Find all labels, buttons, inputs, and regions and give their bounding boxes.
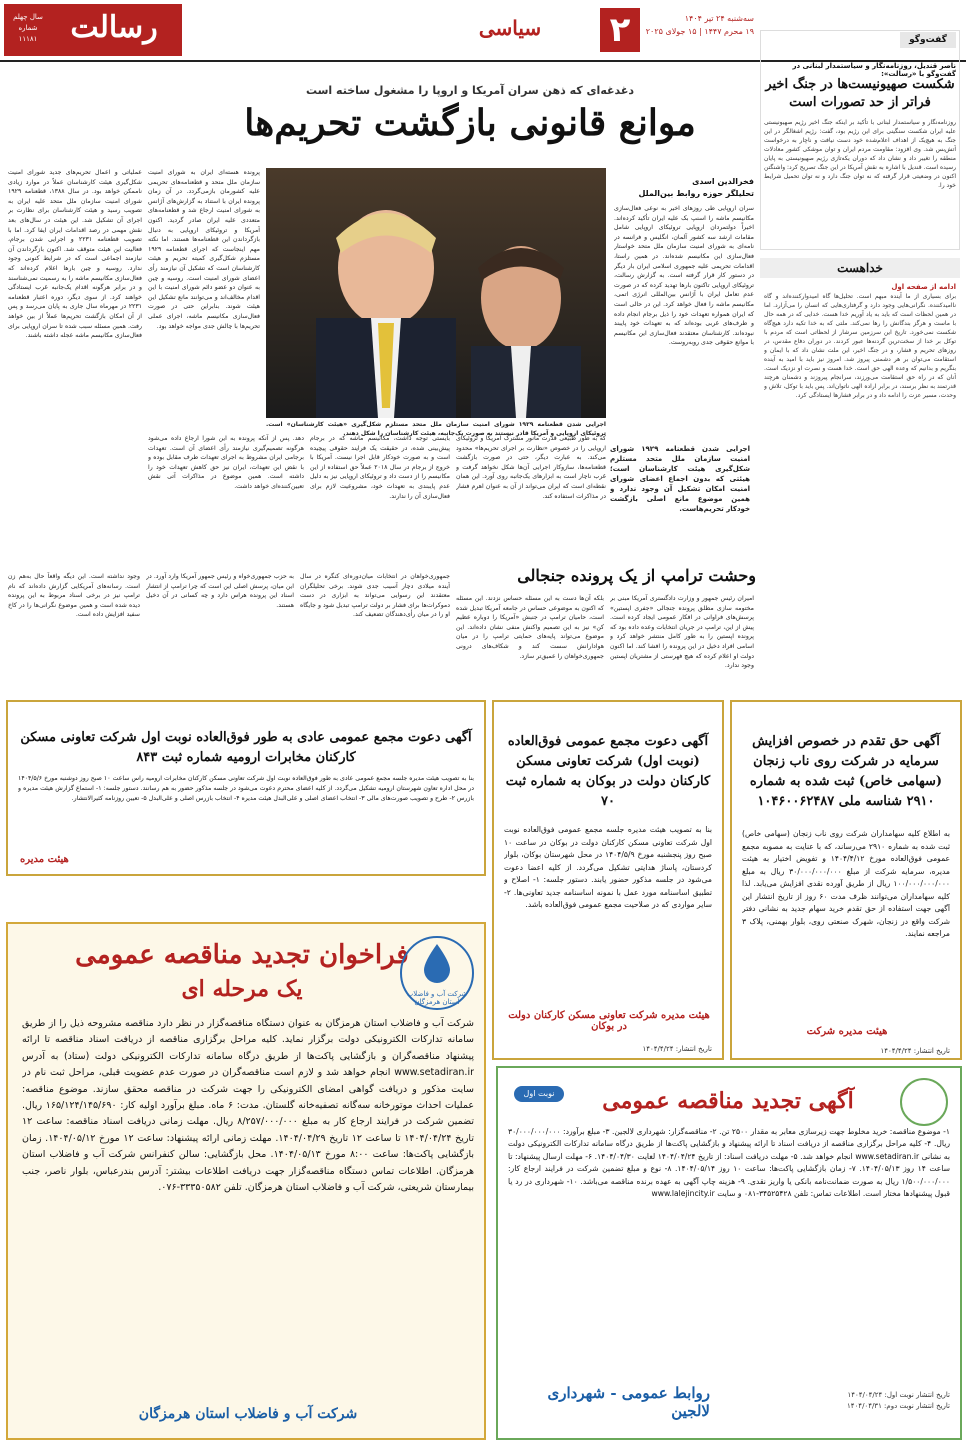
article-headline: موانع قانونی بازگشت تحریم‌ها [244,102,696,144]
page-number: ۲ [600,8,640,52]
date-other: ۱۹ محرم ۱۴۴۷ | ۱۵ جولای ۲۰۲۵ [645,27,754,36]
tender-ad-lalejin [496,1066,962,1440]
tender-title: فراخوان تجدید مناقصه عمومی [75,940,409,970]
photo-caption: اجرایی شدن قطعنامه ۱۹۲۹ شورای امنیت سازمان ملل متحد مستلزم شکل‌گیری «هیئت کارشناسان» است. تروئیکای اروپایی و آمریکا قادر نیستند به صورت یک‌جانبه، هیئت کارشناسان را شکل دهند. [266,421,606,437]
tender-ad-hormozgan [6,922,486,1440]
editorial-kicker: ادامه از صفحه اول [891,283,956,291]
section-name: سیاسی [478,16,542,40]
tender-signature: روابط عمومی - شهرداری لالجین [547,1384,710,1420]
editorial-body: برای بسیاری از ما آینده مبهم است. تحلیل‌ها گاه امیدوارکننده‌اند و گاه ناامیدکننده. نگرانی‌هایی وجود دارد و گرفتاری‌هایی که انسان را می‌آزارد. اما در همین لحظات است که باید به یاد آوریم خدا هست. خدایی که در همه حال با ماست و هرگز بندگانش را رها نمی‌کند. ملتی که به خدا تکیه دارد هیچ‌گاه شکست نمی‌خورد. تاریخ این سرزمین سرشار از لحظاتی است که مردم با توکل بر خدا از سخت‌ترین گردنه‌ها عبور کردند. در دوران دفاع مقدس، در روزهای تحریم و فشار، و در جنگ اخیر، این ملت نشان داد که با ایمان و استقامت می‌توان بر هر دشمنی پیروز شد. امروز نیز باید با امید به آینده بنگریم و بدانیم که وعده الهی حق است. خدا هست و نصرت او نزدیک است. آنان که در راه حق استقامت می‌ورزند، سرانجام پیروزند و دشمنان هرچند قدرتمند به نظر برسند، در برابر اراده الهی ناتوان‌اند. پس باید با توکل، تلاش و وحدت، مسیر عزت را ادامه داد و در برابر فشارها ایستادگی کرد. [764,293,956,399]
article-kicker: دغدغه‌ای که ذهن سران آمریکا و اروپا را مشغول ساخته است [305,84,635,97]
author-title: تحلیلگر حوزه روابط بین‌الملل [638,189,754,198]
sub-column-2: بلکه آن‌ها دست به این مسئله حساس نزدند. این مسئله که اکنون به موضوعی حساس در جامعه آمریکا تبدیل شده است، حامیان ترامپ در جنبش «آمریکا را دوباره عظیم کن» نیز به این تصمیم واکنش منفی نشان داده‌اند. این موضوع می‌تواند پایه‌های حمایتی ترامپ را در میان هوادارانش سست کند و شکاف‌های درونی جمهوری‌خواهان را عمیق‌تر سازد. [456,595,604,660]
newspaper-logo [4,4,182,56]
dateline [644,12,754,38]
ad-signature: هیئت مدیره [20,854,69,865]
tender-signature: شرکت آب و فاضلاب استان هرمزگان [138,1406,358,1422]
ad-date: تاریخ انتشار: ۱۴۰۴/۴/۲۴ [880,1047,950,1055]
article-column-2: پرونده هسته‌ای ایران به شورای امنیت سازمان ملل متحد و قطعنامه‌های تحریمی علیه کشورمان بازمی‌گردد. در آن زمان پرونده ایران با استناد به گزارش‌های آژانس به شورای امنیت ارجاع شد و قطعنامه‌های متعددی علیه ایران صادر گردید. اکنون آمریکا و تروئیکای اروپایی به دنبال بازگرداندن این قطعنامه‌ها هستند. اما نکته مهم اینجاست که اجرای قطعنامه ۱۹۲۹ مستلزم شکل‌گیری کمیته تحریم و هیئت کارشناسان است که تشکیل آن نیازمند رأی اعضای شورای امنیت است. روسیه و چین به عنوان دو عضو دائم شورای امنیت با این اقدام مخالف‌اند و می‌توانند مانع تشکیل این هیئت شوند. بنابراین حتی در صورت فعال‌سازی مکانیسم ماشه، اجرای عملی تحریم‌ها با چالش جدی مواجه خواهد بود. [148,169,260,330]
water-company-logo [400,936,474,1010]
ad-body: بنا به تصویب هیئت مدیره جلسه مجمع عمومی عادی به طور فوق‌العاده نوبت اول شرکت تعاونی مسکن کارکنان مخابرات ارومیه راس ساعت ۱۰ صبح روز دوشنبه مورخ ۱۴۰۴/۵/۶ در محل اداره تعاون شهرستان ارومیه تشکیل می‌گردد. از کلیه اعضای محترم دعوت می‌شود در جلسه مذکور حضور به هم رسانند. دستور جلسه: ۱- استماع گزارش هیئت مدیره و بازرس ۲- طرح و تصویب صورت‌های مالی ۳- انتخاب اعضای اصلی و علی‌البدل هیئت مدیره ۴- انتخاب بازرس اصلی و علی‌البدل ۵- تعیین روزنامه کثیرالانتشار. [18,775,474,802]
ad-body: به اطلاع کلیه سهامداران شرکت روی ناب زنجان (سهامی خاص) ثبت شده به شماره ۲۹۱۰ می‌رساند، که با عنایت به مصوبه مجمع عمومی فوق‌العاده مورخ ۱۴۰۴/۴/۱۲ و تفویض اختیار به هیئت مدیره، سرمایه شرکت از مبلغ ۳۰/۰۰۰/۰۰۰/۰۰۰ ریال به مبلغ ۱۰۰/۰۰۰/۰۰۰/۰۰۰ ریال از طریق آورده نقدی افزایش می‌یابد. لذا کلیه سهامداران می‌توانند ظرف مدت ۶۰ روز از تاریخ انتشار این آگهی جهت استفاده از حق تقدم خرید سهام جدید به نشانی دفتر شرکت واقع در زنجان، شهرک صنعتی روی، بلوار بهمنی، پلاک ۳ مراجعه نمایند. [742,829,950,938]
sub-column-3: جمهوری‌خواهان در انتخابات میان‌دوره‌ای کنگره در سال آینده میلادی دچار آسیب جدی شوند. برخی تحلیلگران معتقدند این رسوایی می‌تواند به ابزاری در دست دموکرات‌ها برای فشار بر دولت ترامپ تبدیل شود و جایگاه او را در میان رأی‌دهندگان تضعیف کند. [300,573,450,619]
date-first: تاریخ انتشار نوبت اول: ۱۴۰۴/۰۴/۲۴ [847,1391,950,1399]
article-column-4: که به طور طبیعی قدرت مانور مشترک آمریکا و تروئیکای اروپایی را در خصوص «نظارت بر اجرای تحریم‌ها» محدود می‌کند. به عبارت دیگر، حتی در صورت بازگشت قطعنامه‌ها، سازوکار اجرایی آن‌ها شکل نخواهد گرفت و غرب ناچار است به ابزارهای یک‌جانبه روی آورد. این همان نقطه‌ای است که ایران می‌تواند از آن به عنوان اهرم فشار در مذاکرات استفاده کند. [456,435,606,500]
ad-body: بنا به تصویب هیئت مدیره جلسه مجمع عمومی فوق‌العاده نوبت اول شرکت تعاونی مسکن کارکنان دولت در بوکان در ساعت ۱۰ صبح روز پنجشنبه مورخ ۱۴۰۴/۵/۹ در محل شهرستان بوکان، بلوار کردستان، پاساژ هدایتی تشکیل می‌گردد. از کلیه اعضا دعوت می‌شود در جلسه مذکور حضور یابند. دستور جلسه: ۱- اصلاح و تطبیق اساسنامه مورد عمل با نمونه اساسنامه جدید تعاونی‌ها. ۲- سایر مواردی که در صلاحیت مجمع عمومی فوق‌العاده باشد. [504,825,712,909]
interview-body: روزنامه‌نگار و سیاستمدار لبنانی با تأکید بر اینکه جنگ اخیر رژیم صهیونیستی علیه ایران شکست سنگینی برای این رژیم بود، گفت: رژیم اشغالگر در این جنگ به هیچ‌یک از اهداف اعلام‌شده خود دست نیافت و ناچار به درخواست آتش‌بس شد. وی افزود: مقاومت مردم ایران و توان موشکی کشور معادلات منطقه را تغییر داد و نشان داد که دوران یکه‌تازی رژیم صهیونیستی به پایان رسیده است. قندیل با اشاره به نقش آمریکا در این جنگ تصریح کرد: واشنگتن اکنون در وضعیتی قرار گرفته که نه توان جنگ دارد و نه توان تحمیل شرایط خود را. [764,119,956,189]
issue-label: شماره ۱۱۱۸۱ [18,24,38,43]
ad-title: آگهی دعوت مجمع عمومی فوق‌العاده (نوبت اول) شرکت تعاونی مسکن کارکنان دولت در بوکان به شماره ثبت ۷۰ [505,734,711,809]
volume-label: سال چهلم [13,13,43,21]
ad-signature: هیئت مدیره شرکت [806,1026,888,1037]
ad-title: آگهی حق تقدم در خصوص افزایش سرمایه در شرکت روی ناب زنجان (سهامی خاص) ثبت شده به شماره ۲۹۱۰ شناسه ملی ۱۰۴۶۰۰۶۲۴۸۷ [749,734,943,809]
author-name: فخرالدین اسدی [692,177,754,186]
interview-title: شکست صهیونیست‌ها در جنگ اخیر فراتر از حد تصورات است [765,77,955,110]
editorial-title: خداهست [760,258,960,278]
logo-text: رسالت [70,10,158,45]
sub-column-1: امیران رئیس جمهور و وزارت دادگستری آمریکا مبنی بر مختومه سازی مطلق پرونده جنجالی «جفری اپستین» پرسش‌های فراوانی در افکار عمومی ایجاد کرده است. پیش از این، ترامپ در جریان انتخابات وعده داده بود که پرونده اپستین را به طور کامل منتشر خواهد کرد و اسامی افراد دخیل در این پرونده را افشا کند. اما اکنون دولت او اعلام کرده که هیچ فهرستی از مشتریان اپستین وجود ندارد. [610,595,754,670]
sub-column-4: به حزب جمهوری‌خواه و رئیس جمهور آمریکا وارد آورد. در این میان، پرسش اصلی این است که چرا ترامپ از انتشار اسناد این پرونده هراس دارد و چه کسانی در آن دخیل هستند. [146,573,294,609]
tender-body: ۱- موضوع مناقصه: خرید مخلوط جهت زیرسازی معابر به مقدار ۲۵۰۰ تن. ۲- مناقصه‌گزار: شهرداری لالجین. ۳- مبلغ برآورد: ۳۰/۰۰۰/۰۰۰/۰۰۰ ریال. ۴- کلیه مراحل برگزاری مناقصه از دریافت اسناد تا ارائه پیشنهاد و بازگشایی پاکت‌ها از طریق درگاه سامانه تدارکات الکترونیکی دولت به نشانی www.setadiran.ir انجام خواهد شد. ۵- مهلت دریافت اسناد: از تاریخ ۱۴۰۴/۰۴/۲۴ لغایت ۱۴۰۴/۰۴/۳۰. ۶- مهلت ارسال پیشنهاد: تا ساعت ۱۴ روز ۱۴۰۴/۰۵/۱۳. ۷- زمان بازگشایی پاکت‌ها: ساعت ۱۰ روز ۱۴۰۴/۰۵/۱۴. ۸- نوع و مبلغ تضمین شرکت در فرایند ارجاع کار: ۱/۵۰۰/۰۰۰/۰۰۰ ریال به صورت ضمانت‌نامه بانکی یا واریز نقدی. ۹- هزینه چاپ آگهی به عهده برنده مناقصه می‌باشد. ۱۰- شهرداری در رد یا قبول پیشنهادها مختار است. اطلاعات تماس: تلفن ۳۴۵۲۵۴۲۸-۰۸۱ و سایت www.lalejincity.ir [508,1127,950,1199]
logo-caption: شرکت آب و فاضلاب استان هرمزگان [406,990,468,1006]
sub-column-5: وجود نداشته است. این دیگه واقعاً حال به‌هم زن است. رسانه‌های آمریکایی گزارش داده‌اند که نام ترامپ نیز در برخی اسناد مربوط به این پرونده دیده شده است و همین موضوع نگرانی‌ها را در کاخ سفید افزایش داده است. [8,573,140,619]
ad-signature: هیئت مدیره شرکت تعاونی مسکن کارکنان دولت در بوکان [508,1010,710,1032]
date-persian: سه‌شنبه ۲۴ تیر ۱۴۰۴ [684,14,754,23]
tender-subtitle: یک مرحله ای [181,976,303,1002]
ad-title: آگهی دعوت مجمع عمومی عادی به طور فوق‌العاده نوبت اول شرکت تعاونی مسکن کارکنان مخابرات ارومیه شماره ثبت ۸۴۳ [20,730,472,765]
municipality-logo-icon [900,1078,948,1126]
ad-urmia-cooperative [6,700,486,876]
ad-date: تاریخ انتشار: ۱۴۰۴/۴/۲۴ [642,1045,712,1053]
article-column-3: عملیاتی و اعمال تحریم‌های جدید شورای امنیت شکل‌گیری هیئت کارشناسان عملاً در موارد زیادی ناممکن خواهد بود. در سال ۱۳۸۸، قطعنامه ۱۹۲۹ شورای امنیت سازمان ملل متحد علیه ایران به تصویب رسید و هیئت کارشناسان برای نظارت بر اجرای آن تشکیل شد. این هیئت در سال‌های بعد نقش مهمی در رصد اقدامات ایران ایفا کرد. اما با تصویب قطعنامه ۲۲۳۱ و اجرایی شدن برجام، فعالیت این هیئت متوقف شد. اکنون بازگرداندن آن نیازمند اجماعی است که در شرایط کنونی وجود ندارد. روسیه و چین بارها اعلام کرده‌اند که فعال‌سازی مکانیسم ماشه را به رسمیت نمی‌شناسند و در برابر هرگونه اقدام یک‌جانبه غرب ایستادگی خواهند کرد. از سوی دیگر، دوره اعتبار قطعنامه ۲۲۳۱ در مهرماه سال جاری به پایان می‌رسد و پس از آن امکان بازگشت تحریم‌ها عملاً از بین خواهد رفت. همین مسئله سبب شده تا سران اروپایی برای فعال‌سازی مکانیسم ماشه عجله داشته باشند. [8,169,142,340]
article-photo [266,168,606,418]
issue-info [8,12,48,45]
author-byline [614,176,754,200]
tender-title: آگهی تجدید مناقصه عمومی [602,1088,854,1114]
pull-quote: اجرایی شدن قطعنامه ۱۹۲۹ شورای امنیت سازمان ملل متحد مستلزم شکل‌گیری هیئت کارشناسان است؛ هیئتی که بدون اجماع اعضای شورای امنیت امکان تشکیل آن وجود ندارد و همین موضوع مانع اصلی بازگشت خودکار تحریم‌هاست. [610,445,750,513]
sub-headline: وحشت ترامپ از یک پرونده جنجالی [517,566,756,585]
tender-body: شرکت آب و فاضلاب استان هرمزگان به عنوان دستگاه مناقصه‌گزار در نظر دارد مناقصه مشروحه ذیل را از طریق سامانه تدارکات الکترونیکی دولت برگزار نماید. کلیه مراحل برگزاری مناقصه از دریافت اسناد مناقصه تا ارائه پیشنهاد مناقصه‌گران و بازگشایی پاکت‌ها از طریق درگاه سامانه تدارکات الکترونیکی دولت (ستاد) به آدرس www.setadiran.ir انجام خواهد شد و لازم است مناقصه‌گران در صورت عدم عضویت قبلی، مراحل ثبت نام در سایت مذکور و دریافت گواهی امضای الکترونیکی را جهت شرکت در مناقصه محقق سازند. موضوع مناقصه: عملیات احداث موتورخانه سه‌گانه تصفیه‌خانه گلستان. مدت: ۶ ماه. مبلغ برآورد اولیه کار: ۱۶۵/۱۲۴/۱۴۵/۶۹۰ ریال. تضمین شرکت در فرایند ارجاع کار به مبلغ ۸/۲۵۷/۰۰۰/۰۰۰ ریال. مهلت زمانی دریافت اسناد مناقصه: ساعت ۱۲ تاریخ ۱۴۰۴/۰۴/۲۴ تا ساعت ۱۲ تاریخ ۱۴۰۴/۰۴/۲۹. مهلت زمانی ارائه پیشنهاد: ساعت ۱۲ مورخ ۱۴۰۴/۰۵/۱۲. زمان بازگشایی پاکت‌ها: ساعت ۸:۰۰ مورخ ۱۴۰۴/۰۵/۱۳. محل بازگشایی: سالن کنفرانس شرکت آب و فاضلاب استان هرمزگان. اطلاعات تماس دستگاه مناقصه‌گزار جهت دریافت اطلاعات بیشتر: آدرس بندرعباس، بلوار ناصر، جنب بیمارستان شریعتی، شرکت آب و فاضلاب استان هرمزگان. تلفن ۳۳۳۵۰۵۸۲-۰۷۶. [22,1018,474,1194]
article-column-6: دهد. پس از آنکه پرونده به این شورا ارجاع داده می‌شود هرگونه تصمیم‌گیری نیازمند رأی اعضای آن است. تعهدات برجامی ایران مشروط به اجرای تعهدات طرف مقابل بوده و با نقض این تعهدات، ایران نیز حق کاهش تعهدات خود را داشته است. همین موضوع در مذاکرات آتی نقش تعیین‌کننده‌ای خواهد داشت. [148,435,304,490]
ad-capital-increase [730,700,962,1060]
tender-dates [847,1390,950,1412]
photo-illustration [266,168,606,418]
ad-bukan-cooperative [492,700,724,1060]
water-drop-icon [404,938,470,988]
interview-kicker: ناصر قندیل، روزنامه‌نگار و سیاستمدار لبنانی در گفت‌وگو با «رسالت»: [792,62,956,78]
issue-badge: نوبت اول [514,1086,564,1102]
article-column-5: بایستی توجه داشت، مکانیسم ماشه که در برجام پیش‌بینی شده، در حقیقت یک فرایند حقوقی پیچیده است و به صورت خودکار قابل اجرا نیست. آمریکا با خروج از برجام در سال ۲۰۱۸ عملاً حق استفاده از این مکانیسم را از دست داد و تروئیکای اروپایی نیز به دلیل عدم پایبندی به تعهدات خود، مشروعیت لازم برای فعال‌سازی آن را ندارند. [310,435,450,500]
interview-tag: گفت‌وگو [900,32,956,48]
article-column-1: سران اروپایی طی روزهای اخیر به نوعی فعال‌سازی مکانیسم ماشه را اسنپ بک علیه ایران تأکید کرده‌اند. اخیراً دولتمردان اروپایی تروئیکای اروپایی شامل مقامات ارشد سه کشور آلمان، انگلیس و فرانسه در نامه‌ای به شورای امنیت سازمان ملل متحد خواستار فعال‌سازی این مکانیسم شده‌اند. در همین راستا، اقدامات تحریمی علیه جمهوری اسلامی ایران بار دیگر در دستور کار قرار گرفته است. به گزارش رسالت، تروئیکای اروپایی تاکنون بارها تهدید کرده که در صورت عدم تعامل ایران با آژانس بین‌المللی انرژی اتمی، مکانیسم ماشه را فعال خواهد کرد. این در حالی است که ایران همواره تعهدات خود را ذیل برجام انجام داده و طرف‌های غربی بوده‌اند که به تعهدات خود پایبند نبوده‌اند. کارشناسان معتقدند فعال‌سازی این مکانیسم با موانع حقوقی جدی روبه‌روست. [614,205,754,347]
date-second: تاریخ انتشار نوبت دوم: ۱۴۰۴/۰۴/۳۱ [847,1402,950,1410]
